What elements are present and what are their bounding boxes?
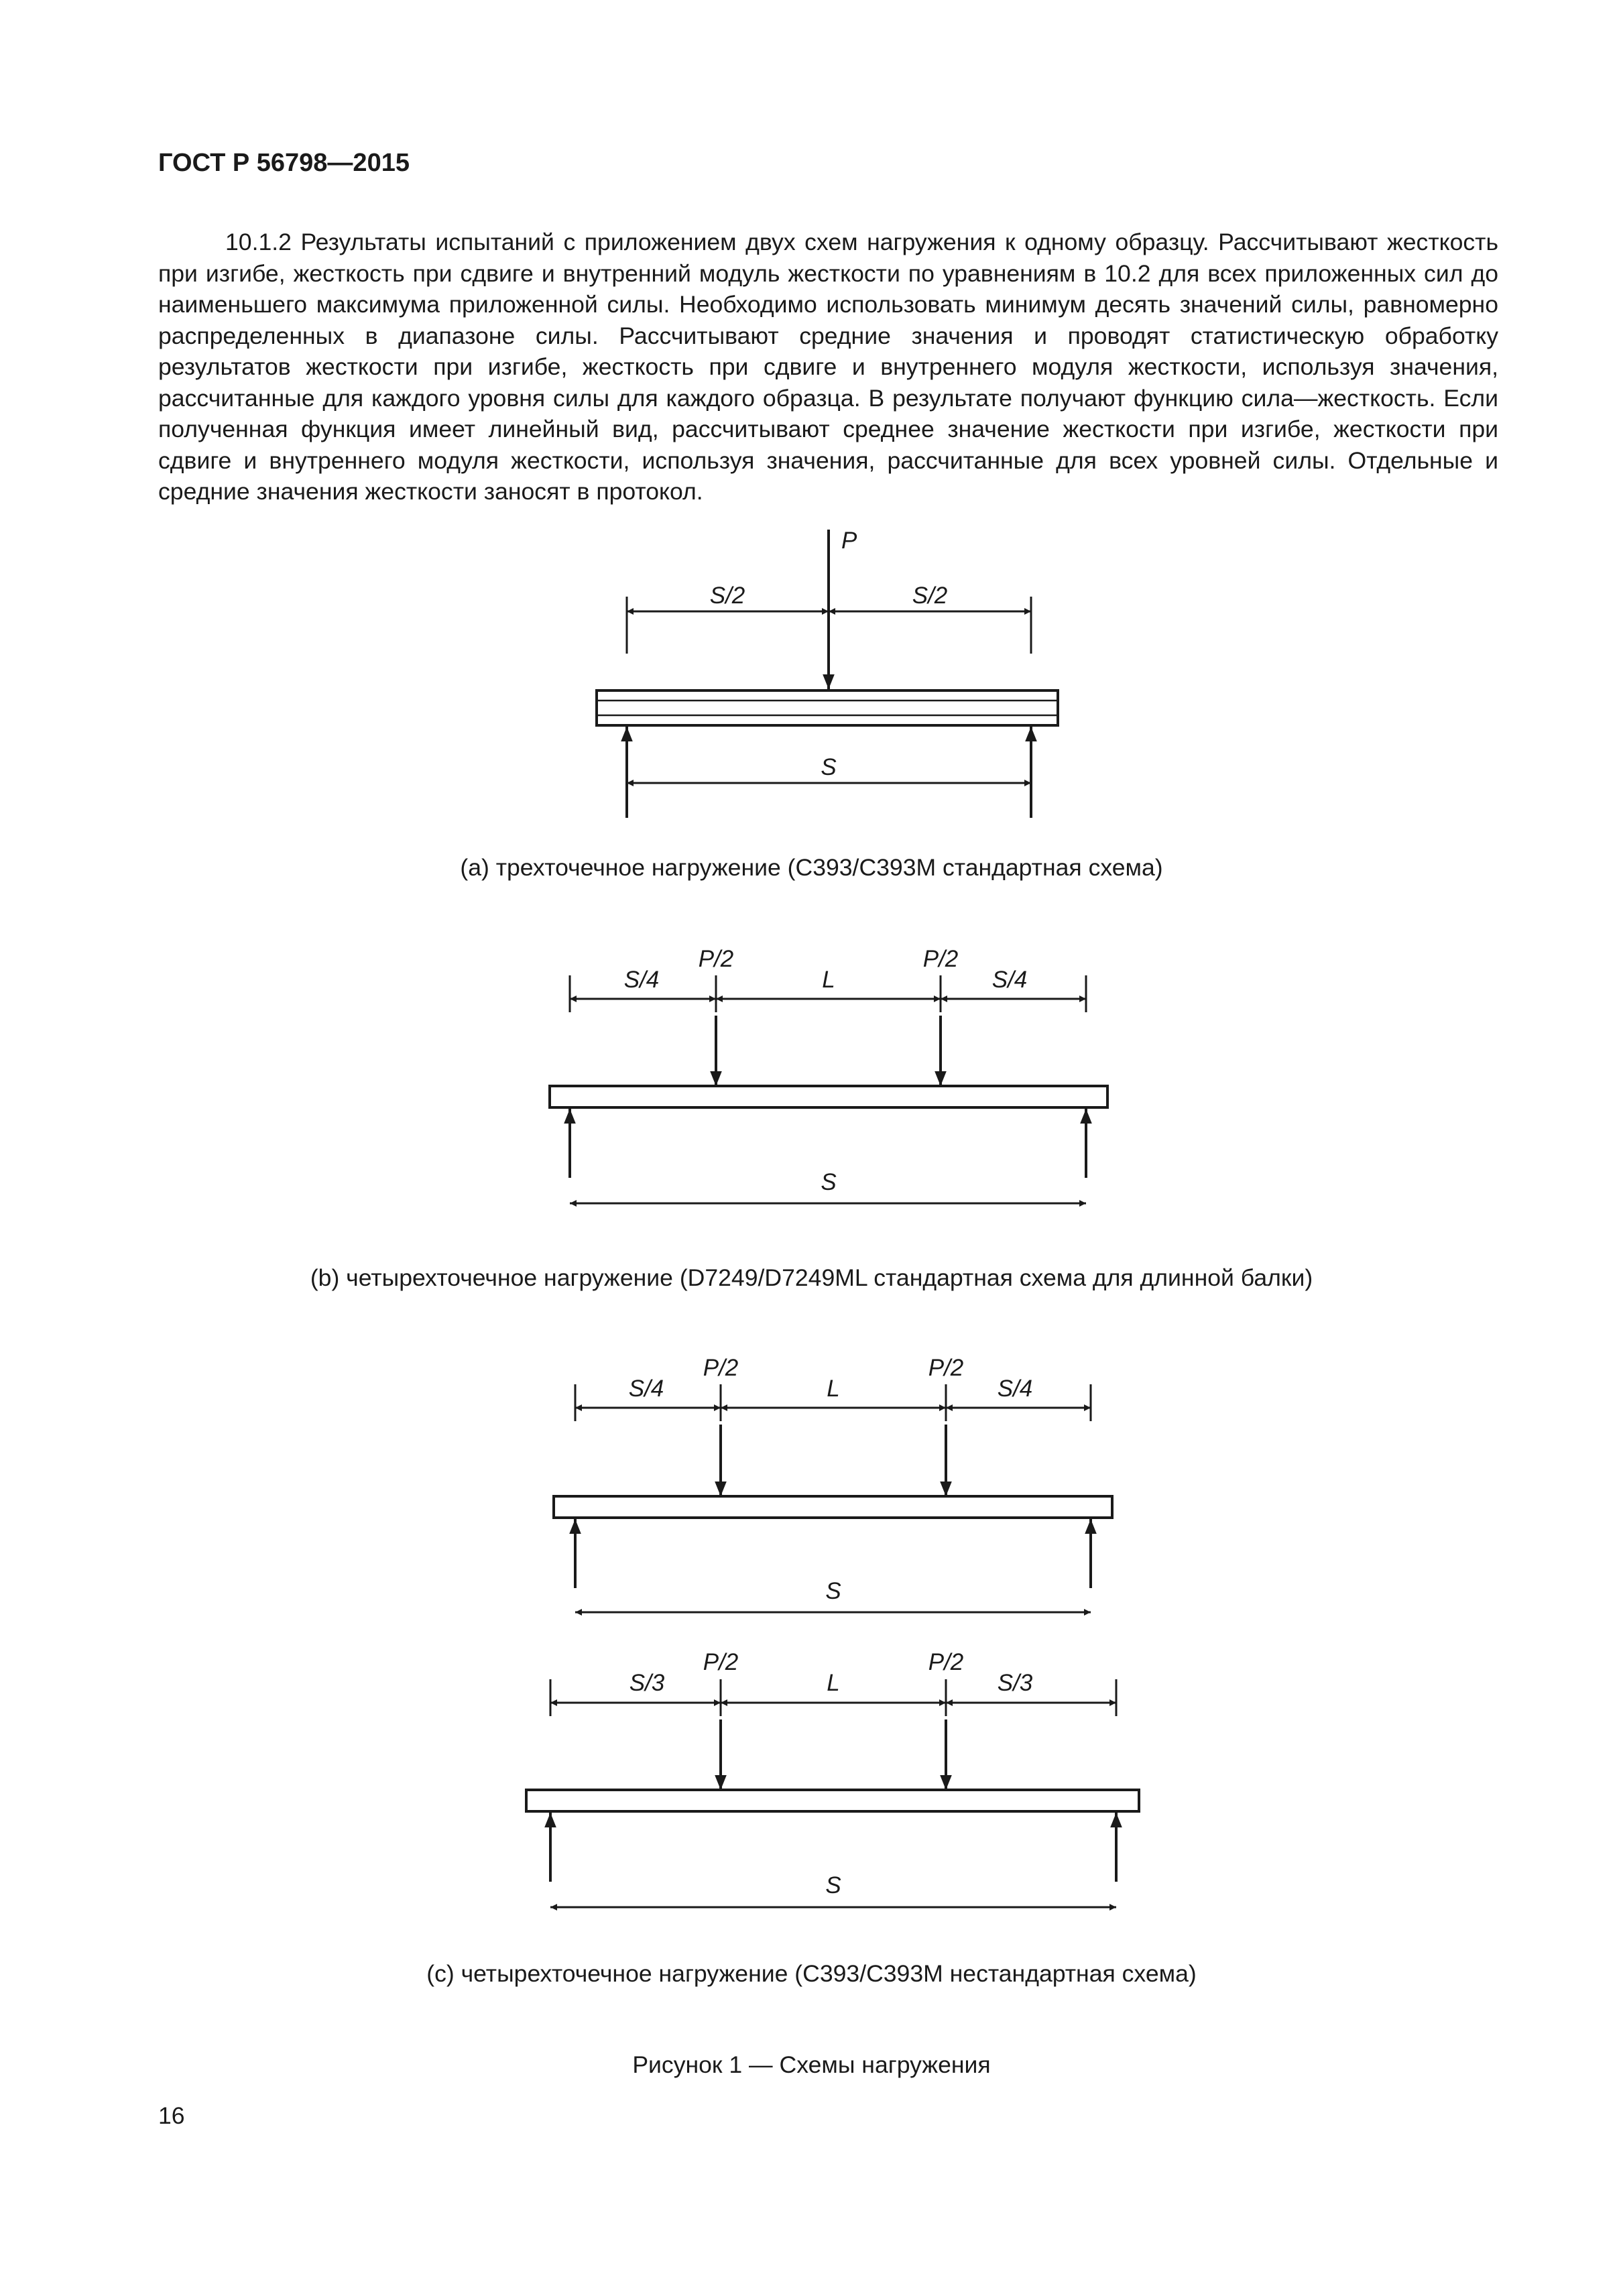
left-segment-label: S/3	[629, 1670, 665, 1696]
diagram-c-lower-four-point	[0, 1642, 1623, 1924]
middle-segment-label: L	[822, 967, 835, 993]
paragraph-text: 10.1.2 Результаты испытаний с приложением двух схем нагружения к одному образцу. Рассчитывают жесткость при изгибе, жесткость при сдвиге и внутренний модуль жесткости по уравнениям в 10.2 для всех приложенных сил до наименьшего максимума приложенной силы. Необходимо использовать минимум десять значений силы, равномерно распределенных в диапазоне силы. Рассчитывают средние значения и проводят статистическую обработку результатов жесткости при изгибе, жесткость при сдвиге и внутреннего модуля жесткости, используя значения, рассчитанные для каждого уровня силы для каждого образца. В результате получают функцию сила—жесткость. Если полученная функция имеет линейный вид, рассчитывают среднее значение жесткости при изгибе, жесткости при сдвиге и внутреннего модуля жесткости, используя значения, рассчитанные для всех уровней силы. Отдельные и средние значения жесткости заносят в протокол.	[158, 229, 1498, 505]
caption-c: (с) четырехточечное нагружение (С393/С393М нестандартная схема)	[426, 1960, 1197, 1987]
right-segment-label: S/3	[997, 1670, 1033, 1696]
middle-segment-label: L	[827, 1670, 840, 1696]
diagram-c-upper-four-point	[0, 1347, 1623, 1629]
span-label: S	[825, 1578, 841, 1604]
caption-b: (b) четырехточечное нагружение (D7249/D7249ML стандартная схема для длинной балки)	[310, 1264, 1313, 1291]
beam	[550, 1086, 1107, 1107]
page-number: 16	[158, 2102, 185, 2129]
load-label: P	[841, 528, 857, 554]
left-load-label: P/2	[698, 946, 734, 972]
span-label: S	[825, 1872, 841, 1898]
document-header: ГОСТ Р 56798—2015	[158, 149, 410, 177]
left-load-label: P/2	[703, 1355, 739, 1381]
beam	[597, 690, 1058, 725]
left-load-label: P/2	[703, 1649, 739, 1675]
right-segment-label: S/4	[991, 967, 1028, 993]
right-load-label: P/2	[922, 946, 959, 972]
right-load-label: P/2	[928, 1649, 964, 1675]
caption-a: (а) трехточечное нагружение (С393/С393М стандартная схема)	[460, 854, 1163, 881]
span-label: S	[821, 1169, 837, 1195]
span-label: S	[821, 754, 837, 780]
middle-segment-label: L	[827, 1376, 840, 1402]
beam	[554, 1496, 1112, 1518]
body-paragraph	[158, 227, 1498, 507]
right-segment-label: S/4	[997, 1376, 1033, 1402]
diagram-a-three-point	[0, 516, 1623, 831]
left-segment-label: S/4	[628, 1376, 664, 1402]
figure-title: Рисунок 1 — Схемы нагружения	[632, 2051, 991, 2078]
left-half-label: S/2	[709, 583, 745, 609]
right-load-label: P/2	[928, 1355, 964, 1381]
left-segment-label: S/4	[623, 967, 660, 993]
diagram-b-four-point	[0, 939, 1623, 1220]
beam	[526, 1790, 1139, 1811]
right-half-label: S/2	[912, 583, 948, 609]
